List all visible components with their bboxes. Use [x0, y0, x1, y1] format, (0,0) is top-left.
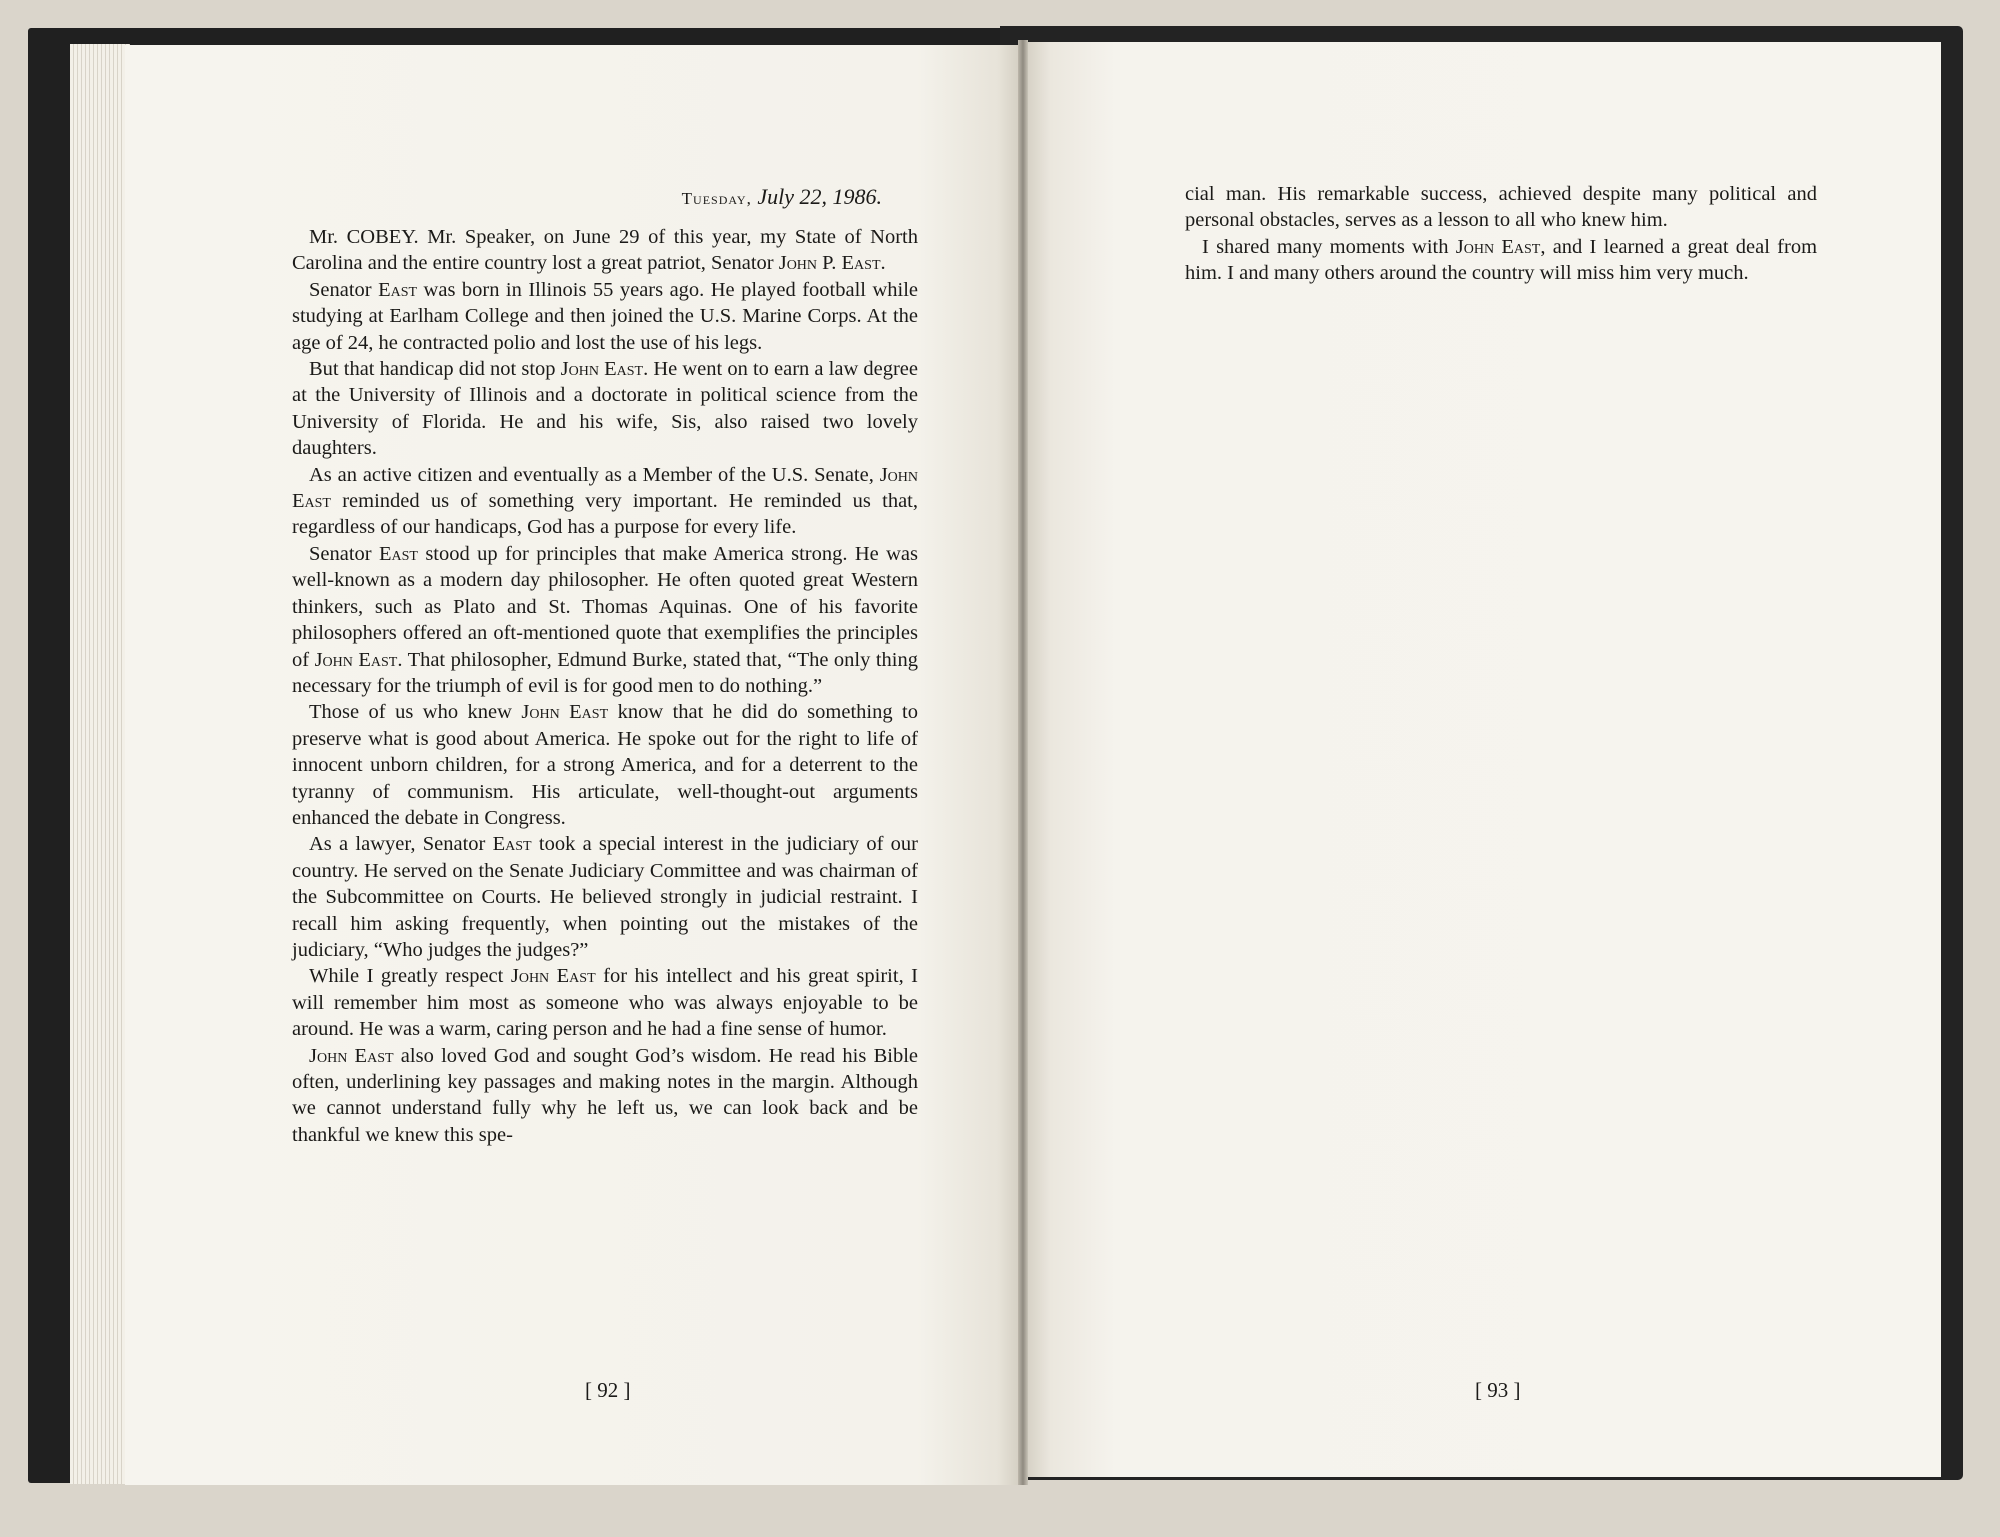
left-page-paragraph: [292, 277, 918, 356]
left-page-paragraph: [292, 831, 918, 963]
page-edges: [70, 44, 130, 1484]
left-page-paragraph: [292, 462, 918, 541]
text-run: While I greatly respect: [309, 965, 511, 988]
name-smallcaps: John P. East: [778, 252, 881, 275]
right-page-body: [1185, 181, 1817, 287]
page-number-left: [ 92 ]: [585, 1378, 631, 1402]
text-run: . That philosopher, Edmund Burke, stated that, “The only thing necessary for the triumph of evil is for good men to do nothing.”: [292, 648, 918, 697]
text-run: .: [880, 252, 886, 275]
left-page-paragraph: [292, 541, 918, 699]
text-run: reminded us of something very important. He reminded us that, regardless of our handicaps, God has a purpose for every life.: [292, 490, 918, 539]
name-smallcaps: John East: [292, 463, 918, 513]
text-run: . He went on to earn a law degree at the University of Illinois and a doctorate in political science from the University of Florida. He and his wife, Sis, also raised two lovely daughters.: [292, 358, 918, 460]
right-page-paragraph: [1185, 181, 1817, 234]
left-page-paragraph: [292, 963, 918, 1042]
text-run: As a lawyer, Senator: [309, 833, 493, 856]
text-run: Senator: [309, 542, 379, 565]
text-run: know that he did do something to preserve what is good about America. He spoke out for the right to life of innocent unborn children, for a strong America, and for a deterrent to the tyranny of communism. His articulate, well-thought-out arguments enhanced the debate in Congress.: [292, 701, 918, 829]
name-smallcaps: East: [378, 542, 418, 565]
left-page-paragraph: [292, 699, 918, 831]
name-smallcaps: John East: [521, 701, 609, 724]
right-page-paragraph: [1185, 234, 1817, 287]
left-page-paragraph: [292, 356, 918, 462]
text-run: I shared many moments with: [1202, 235, 1456, 258]
left-page-body: [292, 224, 918, 1148]
text-run: also loved God and sought God’s wisdom. He read his Bible often, underlining key passages and making notes in the margin. Although we cannot understand fully why he left us, we can look back and be thankful we knew this spe-: [292, 1044, 919, 1146]
left-page-paragraph: [292, 224, 918, 277]
name-smallcaps: John East: [309, 1044, 394, 1067]
text-run: took a special interest in the judiciary of our country. He served on the Senate Judiciary Committee and was chairman of the Subcommittee on Courts. He believed strongly in judicial restraint. I recall him asking frequently, when pointing out the mistakes of the judiciary, “Who judges the judges?”: [292, 833, 918, 961]
text-run: Mr. COBEY. Mr. Speaker, on June 29 of this year, my State of North Carolina and the entire country lost a great patriot, Senator: [292, 226, 918, 275]
name-smallcaps: John East: [560, 358, 644, 381]
text-run: , and I learned a great deal from him. I and many others around the country will miss him very much.: [1185, 235, 1818, 285]
text-run: was born in Illinois 55 years ago. He played football while studying at Earlham College and then joined the U.S. Marine Corps. At the age of 24, he contracted polio and lost the use of his legs.: [292, 278, 918, 354]
name-smallcaps: John East: [1455, 235, 1541, 258]
text-run: Those of us who knew: [309, 701, 522, 724]
left-page-paragraph: [292, 1043, 918, 1149]
running-head: [620, 184, 882, 210]
page-number-right: [ 93 ]: [1475, 1378, 1521, 1402]
text-run: cial man. His remarkable success, achieved despite many political and personal obstacles, serves as a lesson to all who knew him.: [1185, 183, 1817, 232]
name-smallcaps: East: [378, 278, 418, 301]
name-smallcaps: John East: [510, 965, 596, 988]
running-head-day: Tuesday,: [681, 189, 752, 208]
name-smallcaps: John East: [314, 648, 398, 671]
text-run: Senator: [309, 278, 379, 301]
book-gutter: [1018, 40, 1028, 1485]
text-run: As an active citizen and eventually as a Member of the U.S. Senate,: [309, 463, 880, 486]
text-run: stood up for principles that make America strong. He was well-known as a modern day philosopher. He often quoted great Western thinkers, such as Plato and St. Thomas Aquinas. One of his favorite philosophers offered an oft-mentioned quote that exemplifies the principles of: [292, 542, 918, 671]
running-head-date: July 22, 1986.: [757, 184, 882, 209]
text-run: But that handicap did not stop: [309, 358, 561, 381]
name-smallcaps: East: [492, 833, 532, 856]
text-run: for his intellect and his great spirit, I will remember him most as someone who was always enjoyable to be around. He was a warm, caring person and he had a fine sense of humor.: [292, 965, 919, 1041]
